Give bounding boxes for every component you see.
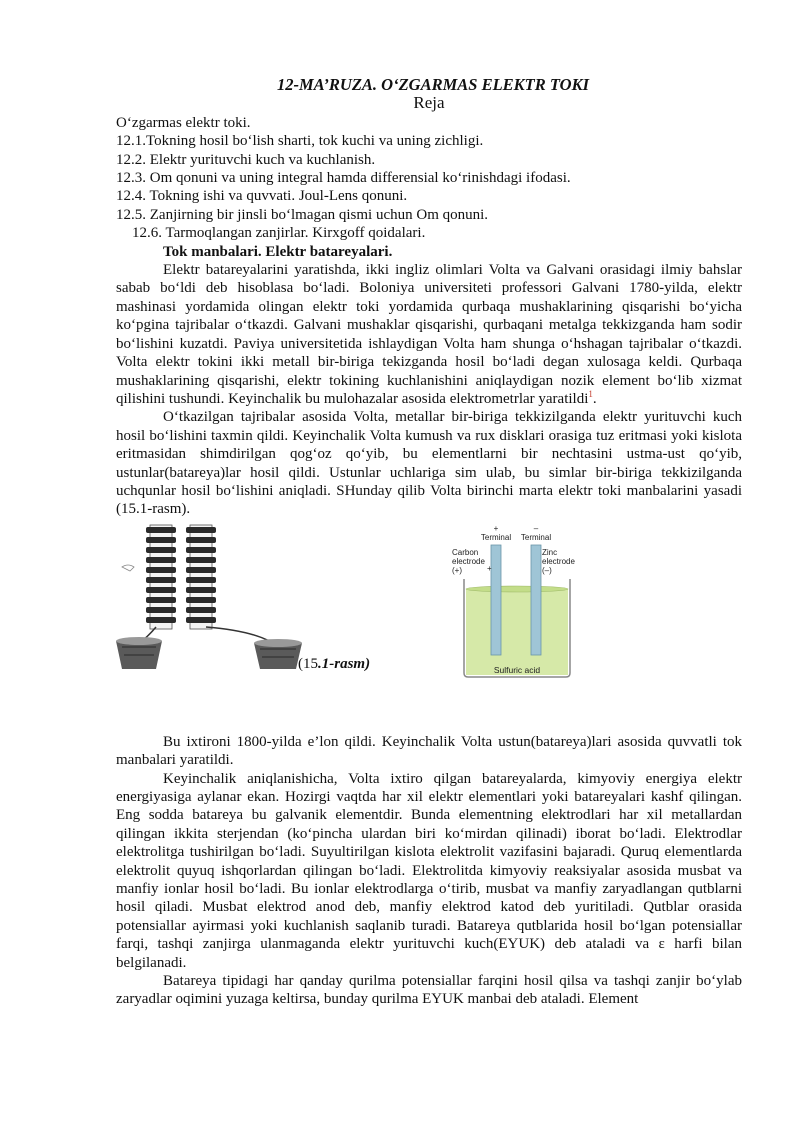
paragraph-1-end: . [592,390,597,407]
zinc-label-2: electrode [542,556,575,566]
document-page [116,76,742,1009]
lecture-title: 12-MA’RUZA. O‘ZGARMAS ELEKTR TOKI [276,75,590,94]
paragraph-2: O‘tkazilgan tajribalar asosida Volta, metallar bir-biriga tekkizilganda elektr yurituvchi kuch hosil bo‘lishini taxmin qildi. Keyinchalik Volta kumush va rux disklari orasiga tuz eritmasi yoki kislota eritmasidan shimdirilgan qog‘oz qo‘yib, bu elementlarni bir nechtasini ustma-ust qo‘yib, ustunlar(batareya)lar hosil qildi. Ustunlar uchlariga sim ulab, bu simlar bir-biriga tekkizilganda uchqunlar hosil bo‘lishini aniqladi. SHunday qilib Volta birinchi marta elektr toki manbalarini yasadi (15.1-rasm). [116,409,742,518]
caption-bold: .1-rasm) [318,655,371,672]
pile-right-stack [186,525,216,629]
acid-label: Sulfuric acid [493,664,541,675]
zinc-label-3: (–) [542,565,552,575]
plan-item: 12.1.Tokning hosil bo‘lish sharti, tok kuchi va uning zichligi. [116,133,484,150]
zinc-electrode [531,545,541,655]
carbon-label-2: electrode [452,556,485,566]
footnote-marker: 1 [588,388,593,399]
plan-list [116,114,742,243]
paragraph-1-text: Elektr batareyalarini yaratishda, ikki ingliz olimlari Volta va Galvani orasidagi ilmiy bahslar sabab bo‘ldi deb hisoblasa bo‘ladi. Boloniya universiteti professori Galvani 1780-yilda, elektr mashinasi yordamida olingan elektr toki yordamida qurbaqa mushaklarining qisqarishi bo‘yicha ko‘pgina tajribalar o‘tkazdi. Galvani mushaklar qisqarishi, qurbaqani metalga tekkizganda ham sodir bo‘lishini kuzatdi. Paviya universitetida ishlaydigan Volta ham shunga o‘hshagan tajribalar o‘tkazdi. Volta elektr tokini ikki metall bir-biriga tekizganda hosil bo‘ladi degan xulosaga keldi. Qurbaqa mushaklarining qisqarishi, elektr tokining kuchlanishini aniqlaydigan nozik element bo‘lib xizmat qilishini tushundi. Keyinchalik bu mulohazalar asosida elektrometrlar yaratildi [116,262,742,407]
plan-item: 12.4. Tokning ishi va quvvati. Joul-Lens qonuni. [116,188,408,205]
section-heading: Tok manbalari. Elektr batareyalari. [163,243,393,260]
terminal-left-label: Terminal [480,532,512,542]
right-bowl [254,639,302,669]
pile-left-stack [146,525,176,629]
zinc-label-1: Zinc [542,547,558,557]
figure-15-1 [116,523,742,715]
plan-item: 12.6. Tarmoqlangan zanjirlar. Kirxgoff qoidalari. [132,225,426,242]
acid-liquid [466,589,568,675]
figure-caption [298,655,370,673]
electrode-plus-sign: + [487,563,492,573]
spacer [116,715,742,733]
caption-open: (15 [298,655,318,672]
terminal-right-label: Terminal [520,532,552,542]
terminal-plus-sign: + [493,523,499,533]
carbon-label-3: (+) [452,565,462,575]
plan-item: 12.5. Zanjirning bir jinsli bo‘lmagan qismi uchun Om qonuni. [116,206,489,223]
galvanic-cell-diagram [442,523,612,683]
paragraph-4: Keyinchalik aniqlanishicha, Volta ixtiro qilgan batareyalarda, kimyoviy energiya elektr energiyasiga aylanar ekan. Hozirgi vaqtda har xil elektr elementlari yoki batareyalari kashf qilingan. Eng sodda batareya bu galvanik elementdir. Bunda elementning elektrodlari har xil metallardan qilingan ikkita sterjendan (ko‘pincha ulardan biri ko‘mirdan qilinadi) iborat bo‘ladi. Elektrodlar elektrolitga tushirilgan bo‘ladi. Suyultirilgan kislota elektrolit vazifasini bajaradi. Quruq elementlarda elektrolit quyuq ishqorlardan qilingan bo‘ladi. Elektrolitda kimyoviy reaksiyalar asosida musbat va manfiy ionlar hosil bo‘ladi. Bu ionlar elektrodlarga o‘tirib, musbat va manfiy zaryadlangan qutblarni hosil qiladi. Musbat elektrod anod deb, manfiy elektrod katod deb yuritiladi. Qutblar orasida potensiallar ayirmasi yoki kuchlanish saqlanib turadi. Batareya qutblarida hosil bo‘lgan potensiallar farqi, tashqi zanjirga ulanmaganda elektr yurituvchi kuch(EYUK) deb ataladi va ε harfi bilan belgilanadi. [116,770,742,971]
plan-heading: Reja [413,93,445,113]
left-bowl [116,637,162,669]
carbon-electrode [491,545,501,655]
plan-item: O‘zgarmas elektr toki. [116,114,251,131]
paragraph-3: Bu ixtironi 1800-yilda e’lon qildi. Keyinchalik Volta ustun(batareya)lari asosida quvvatli tok manbalari yaratildi. [116,733,742,769]
paragraph-5: Batareya tipidagi har qanday qurilma potensiallar farqini hosil qilsa va tashqi zanjir bo‘ylab zaryadlar oqimini yuzaga keltirsa, bunday qurilma EYUK manbai deb ataladi. Element [116,973,742,1008]
voltaic-pile-image [116,523,304,669]
paragraph-1 [116,261,742,408]
terminal-minus-sign: – [533,523,539,533]
plan-item: 12.3. Om qonuni va uning integral hamda differensial ko‘rinishdagi ifodasi. [116,170,571,187]
carbon-label-1: Carbon [452,547,479,557]
plan-item: 12.2. Elektr yurituvchi kuch va kuchlanish. [116,151,376,168]
